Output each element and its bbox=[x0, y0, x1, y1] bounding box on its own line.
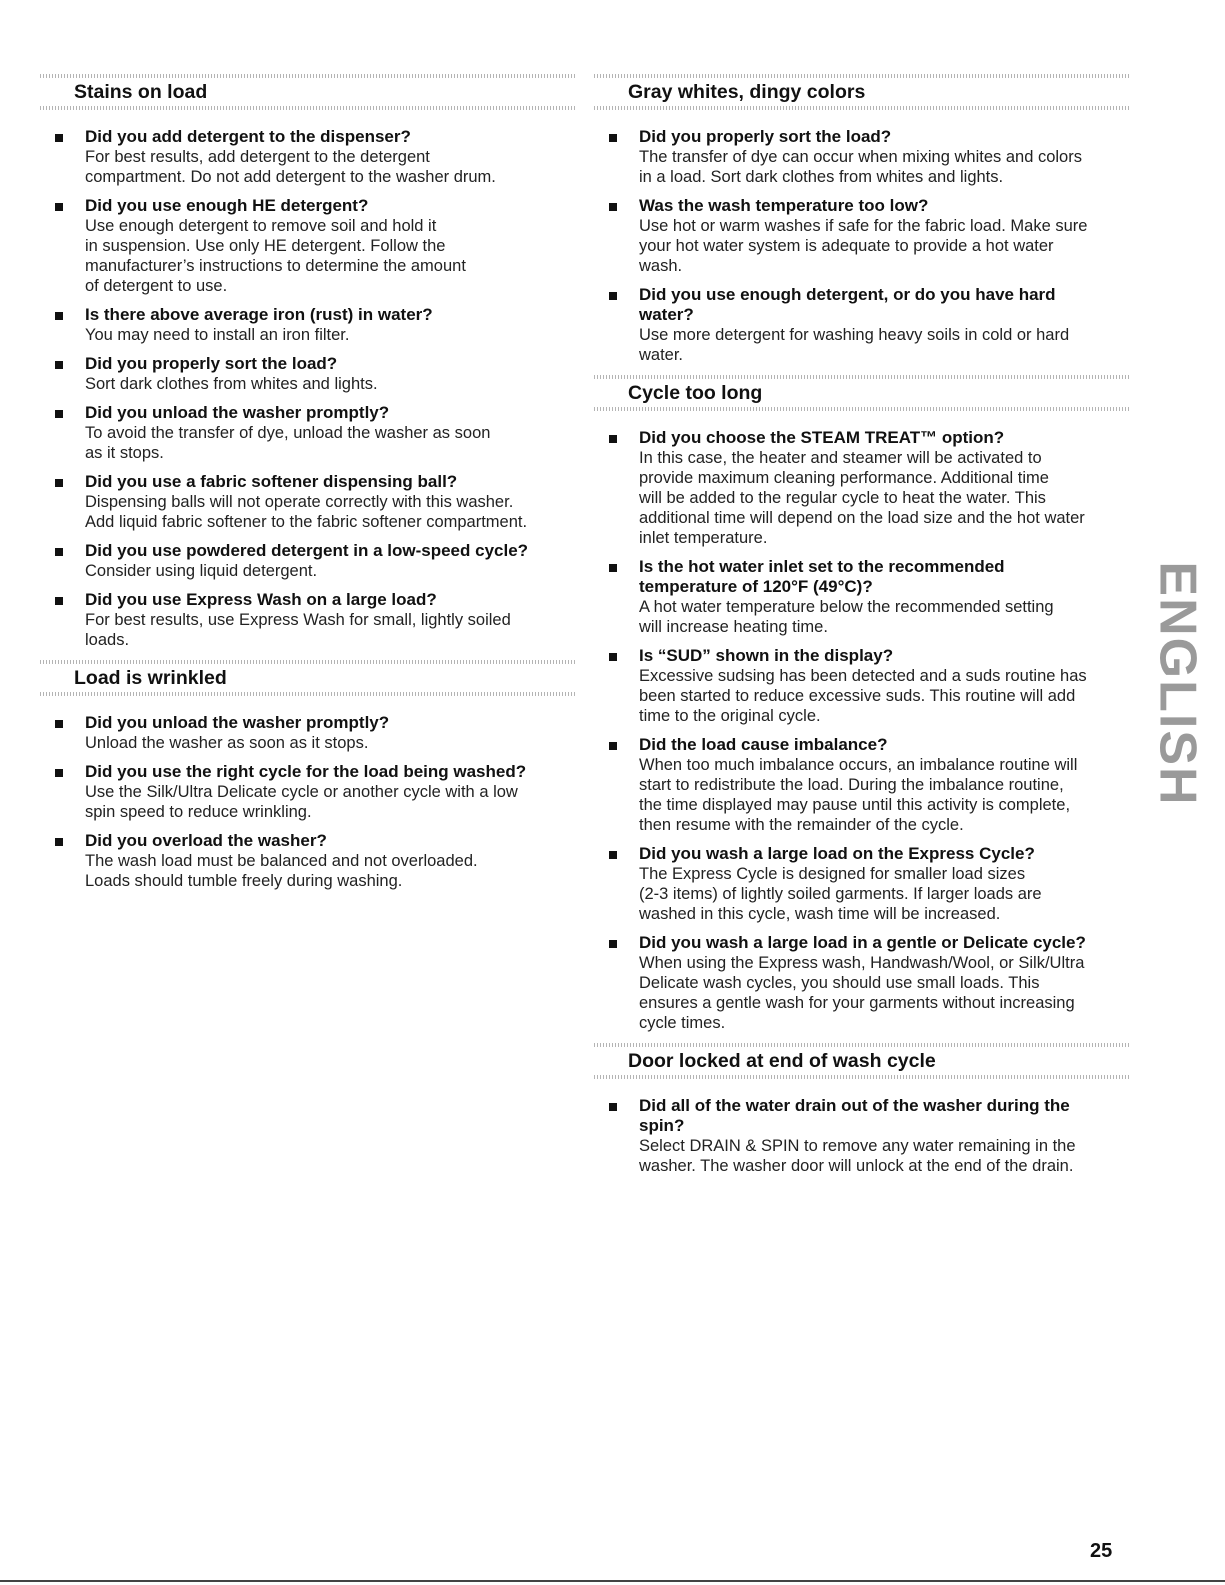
answer: Sort dark clothes from whites and lights. bbox=[85, 375, 378, 393]
troubleshooting-item bbox=[594, 428, 1130, 548]
question: Did you properly sort the load? bbox=[85, 354, 338, 373]
square-bullet-icon bbox=[55, 361, 63, 369]
answer: Consider using liquid detergent. bbox=[85, 562, 318, 580]
answer: Excessive sudsing has been detected and a suds routine has been started to reduce excessive suds. This routine will add time to the original cycle. bbox=[639, 667, 1087, 725]
answer: When using the Express wash, Handwash/Wool, or Silk/Ultra Delicate wash cycles, you should use small loads. This ensures a gentle wash for your garments without increasing cycle times. bbox=[639, 954, 1085, 1032]
question: Did you wash a large load in a gentle or Delicate cycle? bbox=[639, 933, 1086, 952]
square-bullet-icon bbox=[609, 940, 617, 948]
section-heading: Cycle too long bbox=[594, 375, 1130, 411]
troubleshooting-item bbox=[40, 196, 576, 296]
question: Is the hot water inlet set to the recommended temperature of 120°F (49°C)? bbox=[639, 557, 1005, 596]
question: Did you overload the washer? bbox=[85, 831, 327, 850]
question: Did you use enough HE detergent? bbox=[85, 196, 369, 215]
question: Did you wash a large load on the Express Cycle? bbox=[639, 844, 1035, 863]
answer: Dispensing balls will not operate correctly with this washer. Add liquid fabric softener to the fabric softener compartment. bbox=[85, 493, 528, 531]
square-bullet-icon bbox=[609, 435, 617, 443]
troubleshooting-item bbox=[40, 590, 576, 650]
answer: Use enough detergent to remove soil and hold it in suspension. Use only HE detergent. Follow the manufacturer’s instructions to determine the amount of detergent to use. bbox=[85, 217, 466, 295]
answer: Select DRAIN & SPIN to remove any water remaining in the washer. The washer door will unlock at the end of the drain. bbox=[639, 1137, 1076, 1175]
section-cycle-too-long bbox=[594, 375, 1130, 1033]
square-bullet-icon bbox=[55, 838, 63, 846]
troubleshooting-item bbox=[40, 354, 576, 394]
square-bullet-icon bbox=[609, 742, 617, 750]
left-column bbox=[40, 74, 576, 901]
troubleshooting-item bbox=[40, 541, 576, 581]
troubleshooting-item bbox=[40, 127, 576, 187]
section-load-is-wrinkled bbox=[40, 660, 576, 891]
section-gray-whites-dingy-colors bbox=[594, 74, 1130, 365]
troubleshooting-item bbox=[594, 285, 1130, 365]
square-bullet-icon bbox=[55, 134, 63, 142]
answer: Use the Silk/Ultra Delicate cycle or another cycle with a low spin speed to reduce wrinkling. bbox=[85, 783, 518, 821]
square-bullet-icon bbox=[609, 292, 617, 300]
question: Did you use powdered detergent in a low-speed cycle? bbox=[85, 541, 529, 560]
right-column bbox=[594, 74, 1130, 1186]
square-bullet-icon bbox=[609, 564, 617, 572]
troubleshooting-item bbox=[40, 305, 576, 345]
question: Did you unload the washer promptly? bbox=[85, 403, 390, 422]
answer: When too much imbalance occurs, an imbalance routine will start to redistribute the load. During the imbalance routine, the time displayed may pause until this activity is complete, then resume with the remainder of the cycle. bbox=[639, 756, 1078, 834]
question: Is there above average iron (rust) in water? bbox=[85, 305, 433, 324]
troubleshooting-item bbox=[594, 844, 1130, 924]
section-stains-on-load bbox=[40, 74, 576, 650]
troubleshooting-item bbox=[594, 196, 1130, 276]
square-bullet-icon bbox=[55, 203, 63, 211]
question: Did you use the right cycle for the load being washed? bbox=[85, 762, 527, 781]
page-number: 25 bbox=[1090, 1540, 1113, 1562]
answer: The transfer of dye can occur when mixing whites and colors in a load. Sort dark clothes from whites and lights. bbox=[639, 148, 1082, 186]
troubleshooting-item bbox=[594, 127, 1130, 187]
section-heading: Gray whites, dingy colors bbox=[594, 74, 1130, 110]
section-heading: Door locked at end of wash cycle bbox=[594, 1043, 1130, 1079]
square-bullet-icon bbox=[55, 720, 63, 728]
troubleshooting-item bbox=[594, 557, 1130, 637]
answer: You may need to install an iron filter. bbox=[85, 326, 350, 344]
square-bullet-icon bbox=[55, 410, 63, 418]
question: Did you use enough detergent, or do you have hard water? bbox=[639, 285, 1056, 324]
square-bullet-icon bbox=[609, 653, 617, 661]
section-door-locked-at-end-of-wash-cycle bbox=[594, 1043, 1130, 1176]
troubleshooting-item bbox=[594, 1096, 1130, 1176]
square-bullet-icon bbox=[609, 134, 617, 142]
answer: In this case, the heater and steamer will be activated to provide maximum cleaning performance. Additional time will be added to the regular cycle to heat the water. This additional time will depend on the load size and the hot water inlet temperature. bbox=[639, 449, 1085, 547]
troubleshooting-item bbox=[40, 713, 576, 753]
square-bullet-icon bbox=[609, 1103, 617, 1111]
square-bullet-icon bbox=[609, 203, 617, 211]
answer: The wash load must be balanced and not overloaded. Loads should tumble freely during washing. bbox=[85, 852, 478, 890]
bottom-rule bbox=[0, 1580, 1225, 1582]
troubleshooting-item bbox=[40, 403, 576, 463]
question: Did you choose the STEAM TREAT™ option? bbox=[639, 428, 1005, 447]
answer: A hot water temperature below the recommended setting will increase heating time. bbox=[639, 598, 1054, 636]
language-tab bbox=[1149, 561, 1208, 807]
question: Was the wash temperature too low? bbox=[639, 196, 929, 215]
troubleshooting-item bbox=[40, 762, 576, 822]
answer: Use more detergent for washing heavy soils in cold or hard water. bbox=[639, 326, 1070, 364]
answer: The Express Cycle is designed for smaller load sizes (2-3 items) of lightly soiled garments. If larger loads are washed in this cycle, wash time will be increased. bbox=[639, 865, 1042, 923]
square-bullet-icon bbox=[55, 312, 63, 320]
square-bullet-icon bbox=[55, 548, 63, 556]
section-heading: Stains on load bbox=[40, 74, 576, 110]
question: Did you use a fabric softener dispensing ball? bbox=[85, 472, 458, 491]
answer: For best results, add detergent to the detergent compartment. Do not add detergent to the washer drum. bbox=[85, 148, 496, 186]
square-bullet-icon bbox=[55, 769, 63, 777]
square-bullet-icon bbox=[609, 851, 617, 859]
question: Did you properly sort the load? bbox=[639, 127, 892, 146]
troubleshooting-item bbox=[594, 646, 1130, 726]
troubleshooting-item bbox=[594, 933, 1130, 1033]
answer: To avoid the transfer of dye, unload the washer as soon as it stops. bbox=[85, 424, 491, 462]
answer: Use hot or warm washes if safe for the fabric load. Make sure your hot water system is adequate to provide a hot water wash. bbox=[639, 217, 1088, 275]
troubleshooting-item bbox=[594, 735, 1130, 835]
language-tab-label: ENGLISH bbox=[1149, 561, 1208, 807]
question: Did the load cause imbalance? bbox=[639, 735, 888, 754]
answer: For best results, use Express Wash for small, lightly soiled loads. bbox=[85, 611, 511, 649]
section-heading: Load is wrinkled bbox=[40, 660, 576, 696]
question: Is “SUD” shown in the display? bbox=[639, 646, 894, 665]
question: Did all of the water drain out of the washer during the spin? bbox=[639, 1096, 1070, 1135]
troubleshooting-item bbox=[40, 831, 576, 891]
question: Did you use Express Wash on a large load? bbox=[85, 590, 437, 609]
question: Did you add detergent to the dispenser? bbox=[85, 127, 411, 146]
troubleshooting-item bbox=[40, 472, 576, 532]
square-bullet-icon bbox=[55, 479, 63, 487]
answer: Unload the washer as soon as it stops. bbox=[85, 734, 369, 752]
question: Did you unload the washer promptly? bbox=[85, 713, 390, 732]
square-bullet-icon bbox=[55, 597, 63, 605]
